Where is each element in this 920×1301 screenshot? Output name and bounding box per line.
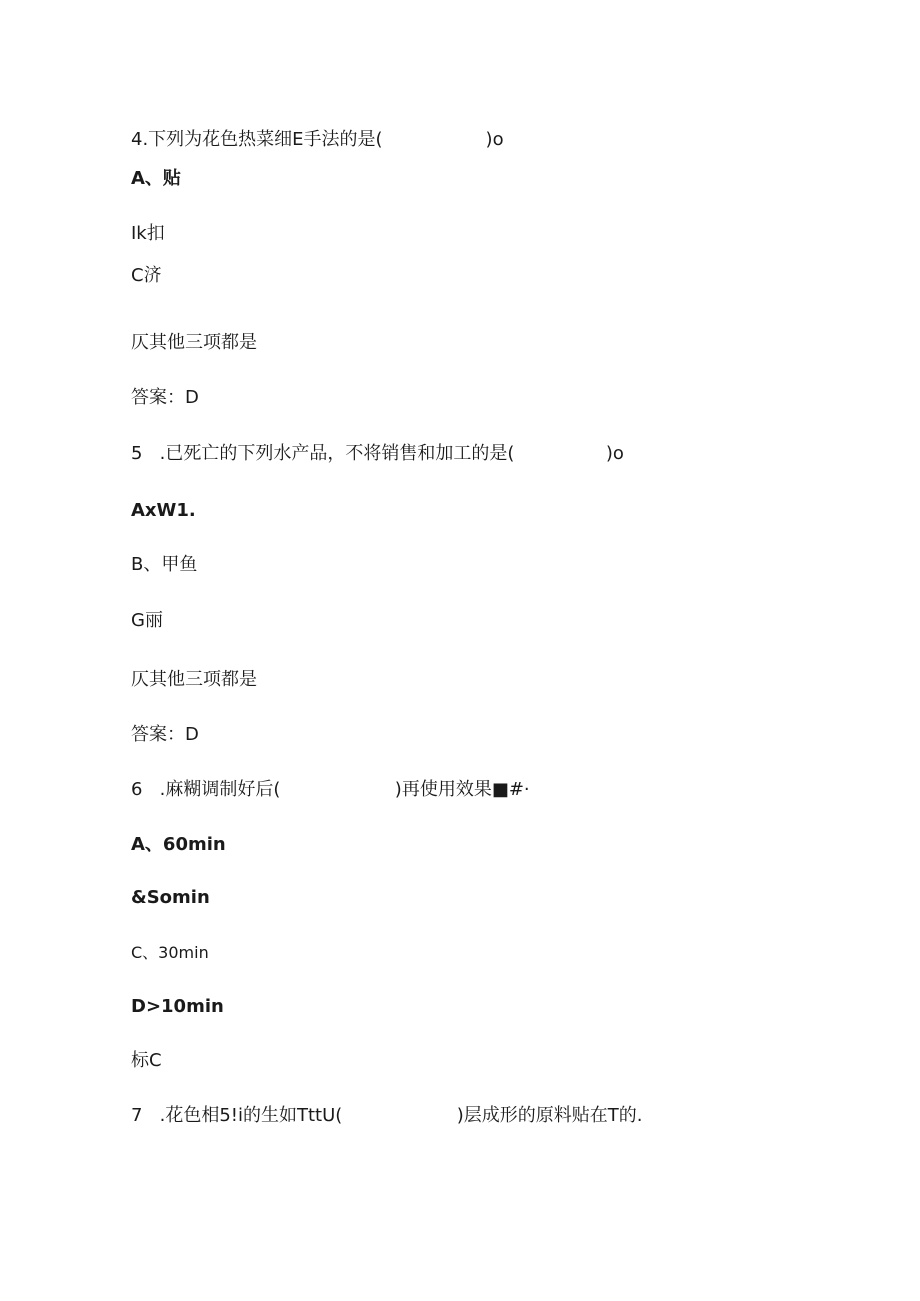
question-5-option-c: G丽 <box>131 610 163 631</box>
question-6-option-a: A、60min <box>131 834 226 855</box>
question-5-option-b: B、甲鱼 <box>131 554 198 575</box>
question-6-option-d: D>10min <box>131 996 224 1017</box>
question-6-option-b: &Somin <box>131 887 210 908</box>
question-7-stem: 7 .花色相5!i的生如TttU( )层成形的原料贴在T的. <box>131 1105 643 1126</box>
question-4-option-b: Ik扣 <box>131 223 165 244</box>
question-5-option-d: 仄其他三项都是 <box>131 669 257 690</box>
question-4-option-c: C济 <box>131 265 162 286</box>
question-5-answer: 答案：D <box>131 724 199 745</box>
question-4-option-d: 仄其他三项都是 <box>131 332 257 353</box>
question-4-answer: 答案：D <box>131 387 199 408</box>
question-4-stem: 4.下列为花色热菜细E手法的是( )o <box>131 129 504 150</box>
question-4-option-a: A、贴 <box>131 168 181 189</box>
question-6-answer: 标C <box>131 1050 162 1071</box>
question-5-stem: 5 .已死亡的下列水产品，不将销售和加工的是( )o <box>131 443 624 464</box>
question-6-stem: 6 .麻糊调制好后( )再使用效果■#· <box>131 779 530 800</box>
question-5-option-a: AxW1. <box>131 500 196 521</box>
question-6-option-c: C、30min <box>131 943 209 962</box>
